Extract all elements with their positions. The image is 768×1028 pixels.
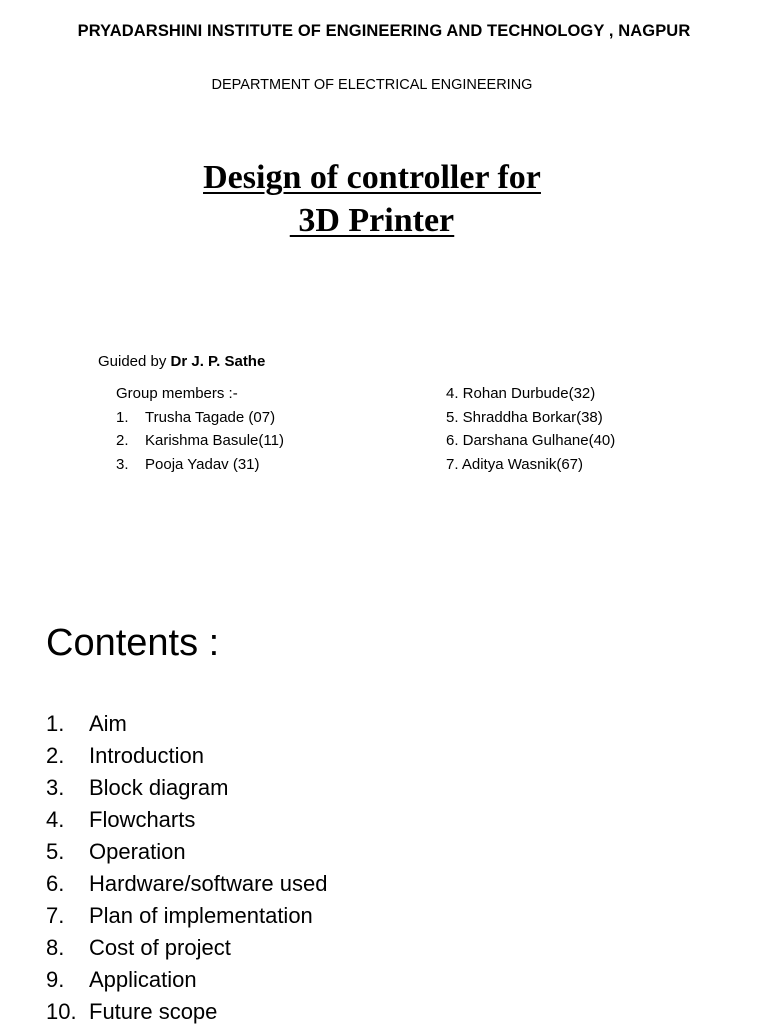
contents-item — [46, 868, 327, 900]
member-item — [116, 453, 284, 477]
contents-item-number: 5. — [46, 839, 65, 864]
member-name: Karishma Basule(11) — [145, 432, 284, 449]
contents-heading: Contents : — [46, 622, 220, 664]
member-item: 4. Rohan Durbude(32) — [446, 385, 596, 402]
contents-item — [46, 996, 327, 1028]
group-members-left — [116, 382, 284, 476]
contents-item — [46, 836, 327, 868]
member-number: 3. — [116, 455, 129, 473]
contents-item-number: 10. — [46, 999, 77, 1024]
contents-item — [46, 964, 327, 996]
contents-item-label: Introduction — [89, 743, 204, 768]
guide-line — [98, 353, 265, 370]
contents-item-number: 4. — [46, 807, 65, 832]
contents-item-label: Block diagram — [89, 775, 229, 800]
contents-item-number: 7. — [46, 903, 65, 928]
contents-item-label: Cost of project — [89, 935, 231, 960]
contents-item-label: Flowcharts — [89, 807, 196, 832]
contents-item-label: Operation — [89, 839, 186, 864]
contents-list — [46, 708, 327, 1028]
contents-item-label: Application — [89, 967, 197, 992]
member-item: 5. Shraddha Borkar(38) — [446, 408, 603, 426]
contents-item — [46, 804, 327, 836]
contents-item-number: 1. — [46, 711, 65, 736]
title-line-2 — [0, 199, 744, 242]
contents-item — [46, 740, 327, 772]
contents-item-number: 8. — [46, 935, 65, 960]
group-members-right — [446, 382, 615, 476]
contents-item — [46, 772, 327, 804]
contents-item-number: 6. — [46, 871, 65, 896]
member-name: Pooja Yadav (31) — [145, 455, 260, 473]
contents-item-label: Aim — [89, 711, 127, 736]
guide-prefix: Guided by — [98, 353, 171, 370]
institute-name: PRYADARSHINI INSTITUTE OF ENGINEERING AND TECHNOLOGY , NAGPUR — [77, 22, 691, 40]
contents-item-number: 2. — [46, 743, 65, 768]
title-line-2-text: 3D Printer — [289, 202, 455, 239]
member-name: Trusha Tagade (07) — [145, 408, 276, 426]
contents-item-label: Future scope — [89, 999, 218, 1024]
title-line-1-text: Design of controller for — [203, 159, 541, 196]
contents-item — [46, 932, 327, 964]
member-item — [116, 406, 284, 430]
contents-item-number: 9. — [46, 967, 65, 992]
guide-name: Dr J. P. Sathe — [170, 353, 266, 370]
title-line-1 — [0, 156, 744, 199]
member-item: 6. Darshana Gulhane(40) — [446, 432, 616, 449]
member-item: 7. Aditya Wasnik(67) — [446, 455, 583, 473]
member-item — [116, 429, 284, 453]
contents-item-label: Plan of implementation — [89, 903, 313, 928]
project-title — [0, 156, 744, 242]
contents-item — [46, 708, 327, 740]
group-members-heading: Group members :- — [116, 385, 238, 402]
contents-item-label: Hardware/software used — [89, 871, 328, 896]
contents-item-number: 3. — [46, 775, 65, 800]
department-name: DEPARTMENT OF ELECTRICAL ENGINEERING — [211, 77, 533, 93]
member-number: 1. — [116, 408, 129, 426]
member-number: 2. — [116, 432, 129, 449]
contents-item — [46, 900, 327, 932]
